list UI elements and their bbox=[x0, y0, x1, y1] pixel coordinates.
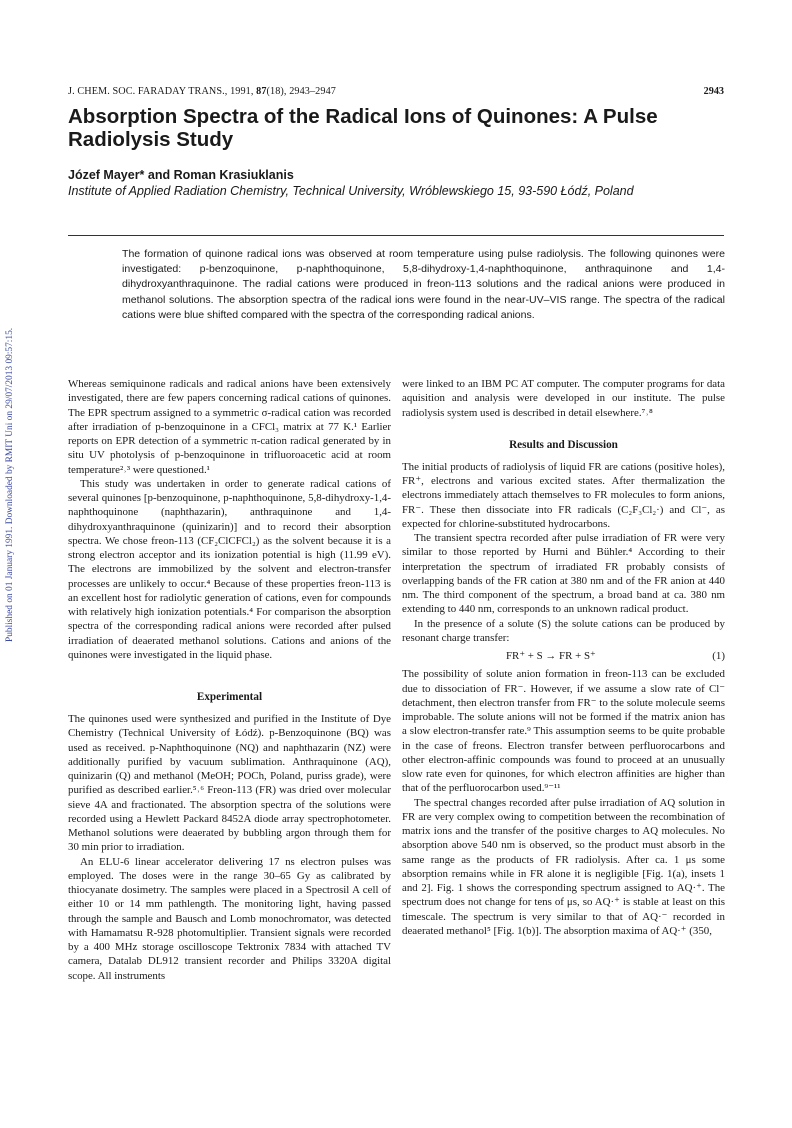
experimental-paragraph-1: The quinones used were synthesized and purified in the Institute of Dye Chemistry (Technical University of Łódź). p-Benzoquinone (BQ) was used as received. p-Naphthoquinone (NQ) and naphthazarin (NZ) were additionally purified by vacuum sublimation. Anthraquinone (AQ), quinizarin (Q) and methanol (MeOH; POCh, Poland, puriss grade), were purified as described earlier.⁵˒⁶ Freon-113 (FR) was dried over molecular sieve 4A and fractionated. The absorption spectra of the solutions were recorded using a Hewlett Packard 8452A diode array spectrophotometer. Methanol solutions were deaerated by bubbling argon through them for 30 min prior to irradiation. bbox=[68, 713, 391, 854]
results-paragraph-2: The transient spectra recorded after pulse irradiation of FR were very similar to those reported by Hurni and Bühler.⁴ According to their interpretation the spectrum of irradiated FR probably consists of overlapping bands of the FR cation at 380 nm and of the FR anion at 440 nm. The third component of the spectrum, a broad band at ca. 380 nm extending to 440 nm, corresponds to an unknown radical product. bbox=[402, 532, 725, 616]
experimental-paragraph-2: An ELU-6 linear accelerator delivering 17 ns electron pulses was employed. The doses were in the range 30–65 Gy as calibrated by thiocyanate dosimetry. The samples were placed in a Spectrosil A cell of either 10 or 14 mm pathlength. The monitoring light, having passed through the sample and Bausch and Lomb monochromator, was detected with Hamamatsu R-928 photomultiplier. Transient signals were recorded by a 400 MHz storage oscilloscope Tektronix 7834 with attached TV camera, Datalab DL912 transient recorder and Philips 3320A digital scope. All instruments bbox=[68, 855, 391, 982]
results-paragraph-3: In the presence of a solute (S) the solute cations can be produced by resonant charge transfer: bbox=[402, 617, 725, 644]
journal-citation bbox=[68, 86, 336, 97]
results-paragraph-4: The possibility of solute anion formation in freon-113 can be excluded due to dissociation of FR⁻. However, if we assume a slow rate of Cl⁻ detachment, then electron transfer from FR⁻ to the solute molecule seems improbable. The solute anions will not be formed if the matrix anion has a slow electron-transfer rate.⁹ This assumption seems to be quite probable in the case of freons. Electron transfer between perfluorocarbons and other electron-affinic compounds was found to proceed at an unusually slow rate even for quinones, for which electron affinities are higher than that of the perfluorocarbon used.⁹⁻¹¹ bbox=[402, 668, 725, 795]
affiliation: Institute of Applied Radiation Chemistry, Technical University, Wróblewskiego 15, 93-590 Łódź, Poland bbox=[68, 184, 634, 198]
header-divider bbox=[68, 235, 724, 236]
page-number: 2943 bbox=[703, 86, 724, 97]
intro-paragraph-2: This study was undertaken in order to generate radical cations of several quinones [p-benzoquinone, p-naphthoquinone, 5,8-dihydroxy-1,4-naphthoquinone (naphthazarin), anthraquinone and 1,4-dihydroxyanthraquinone (quinizarin)] and to record their absorption spectra. We chose freon-113 (CF₂ClCFCl₂) as the solvent because it is a strong electron acceptor and its ionization potential is high (11.99 eV). The electrons are immobilized by the solvent and electron-transfer processes are unlikely to occur.⁴ Because of these properties freon-113 is an excellent host for radiolytic generation of cations, even for compounds with relatively high ionization potentials.⁴ For comparison the absorption spectra of the corresponding radical anions were recorded after pulsed irradiation of deaerated methanol solutions. Cations and anions of the quinones were investigated in the liquid phase. bbox=[68, 477, 391, 661]
journal-volume: 87 bbox=[256, 86, 267, 97]
journal-issue-pages: (18), 2943–2947 bbox=[266, 86, 336, 97]
results-paragraph-5: The spectral changes recorded after pulse irradiation of AQ solution in FR are very complex owing to competition between the recombination of matrix ions and the transfer of the positive charges to AQ molecules. No absorption above 540 nm is observed, so the product must absorb in the same range as the products of FR radiolysis. After ca. 1 μs some absorption remains while in FR alone it is negligible [Fig. 1(a), insets 1 and 2]. Fig. 1 shows the corresponding spectrum assigned to AQ·⁺. The spectrum does not change for tens of μs, so AQ·⁺ is stable at least on this timescale. The spectrum is very similar to that of AQ·⁻ recorded in deaerated methanol⁵ [Fig. 1(b)]. The absorption maxima of AQ·⁺ (350, bbox=[402, 796, 725, 937]
results-heading: Results and Discussion bbox=[509, 438, 618, 451]
results-paragraph-1: The initial products of radiolysis of liquid FR are cations (positive holes), FR⁺, electrons and various excited states. After thermalization the electrons immediately attach themselves to FR molecules to form anions, FR⁻. These then dissociate into FR radicals (C₂F₃Cl₂·) and Cl⁻, as expected for chlorine-substituted hydrocarbons. bbox=[402, 460, 725, 530]
right-column bbox=[402, 377, 725, 938]
abstract: The formation of quinone radical ions was observed at room temperature using pulse radiolysis. The following quinones were investigated: p-benzoquinone, p-naphthoquinone, 5,8-dihydroxy-1,4-naphthoquinone, anthraquinone and 1,4-dihydroxyanthraquinone. The radial cations were produced in freon-113 solutions and the radical anions were produced in methanol solutions. The absorption spectra of the radical ions were found in the near-UV–VIS range. The spectra of the radical cations were blue shifted compared with the spectra of the corresponding radical anions. bbox=[122, 248, 725, 321]
equation-text: FR⁺ + S → FR + S⁺ bbox=[506, 650, 596, 662]
experimental-heading: Experimental bbox=[196, 691, 263, 703]
author-list: Józef Mayer* and Roman Krasiuklanis bbox=[68, 168, 294, 182]
intro-paragraph-1: Whereas semiquinone radicals and radical anions have been extensively investigated, there are few papers concerning radical cations of quinones. The EPR spectrum assigned to a symmetric σ-radical cation was recorded after irradiation of p-benzoquinone in a CFCl₃ matrix at 77 K.¹ Earlier reports on EPR detection of a symmetric π-cation radical generated by in situ UV photolysis of p-benzoquinone in trifluoroacetic acid at room temperature²˒³ were questioned.¹ bbox=[68, 378, 391, 476]
experimental-continued: were linked to an IBM PC AT computer. The computer programs for data aquisition and analysis were developed in our institute. The pulse radiolysis system used is described in detail elsewhere.⁷˒⁸ bbox=[402, 378, 725, 419]
download-stamp: Published on 01 January 1991. Downloaded by RMIT Uni on 29/07/2013 09:57:15. bbox=[5, 327, 15, 643]
equation-number: (1) bbox=[712, 650, 725, 662]
equation-1 bbox=[402, 645, 725, 667]
journal-prefix: J. CHEM. SOC. FARADAY TRANS., 1991, bbox=[68, 86, 254, 97]
article-title: Absorption Spectra of the Radical Ions of Quinones: A Pulse Radiolysis Study bbox=[68, 105, 658, 151]
left-column bbox=[68, 377, 391, 983]
